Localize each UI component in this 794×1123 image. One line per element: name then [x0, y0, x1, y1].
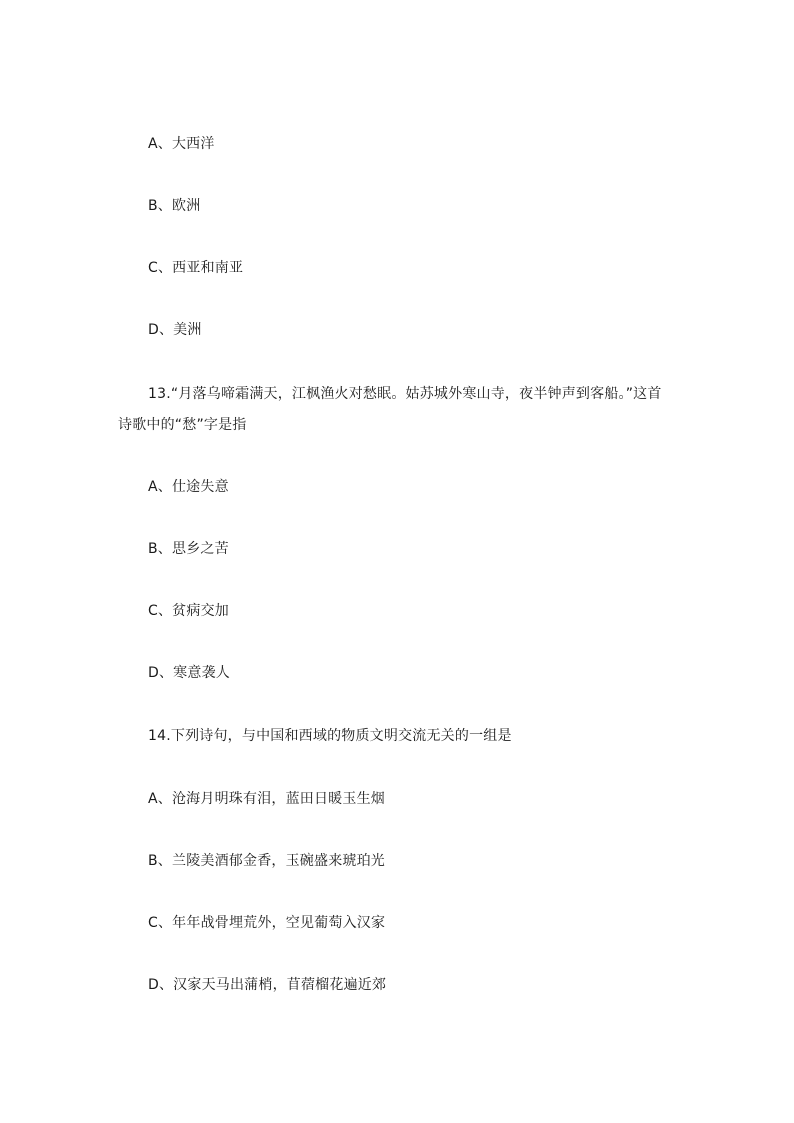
question-13-text-continued: 诗歌中的“愁”字是指 [118, 417, 247, 433]
q14-option-c: C、年年战骨埋荒外，空见葡萄入汉家 [148, 915, 386, 931]
question-14-text: 14.下列诗句，与中国和西域的物质文明交流无关的一组是 [148, 728, 512, 744]
q13-option-d: D、寒意袭人 [148, 665, 230, 681]
q13-option-b: B、思乡之苦 [148, 541, 229, 557]
option-b: B、欧洲 [148, 198, 201, 214]
option-c: C、西亚和南亚 [148, 260, 244, 276]
option-d: D、美洲 [148, 322, 202, 338]
option-a: A、大西洋 [148, 136, 215, 152]
question-13-text: 13.“月落乌啼霜满天，江枫渔火对愁眠。姑苏城外寒山寺，夜半钟声到客船。”这首 [148, 386, 662, 402]
q14-option-a: A、沧海月明珠有泪，蓝田日暖玉生烟 [148, 791, 385, 807]
q14-option-d: D、汉家天马出蒲梢，苜蓿榴花遍近郊 [148, 977, 387, 993]
q13-option-c: C、贫病交加 [148, 603, 229, 619]
q13-option-a: A、仕途失意 [148, 479, 229, 495]
q14-option-b: B、兰陵美酒郁金香，玉碗盛来琥珀光 [148, 853, 386, 869]
